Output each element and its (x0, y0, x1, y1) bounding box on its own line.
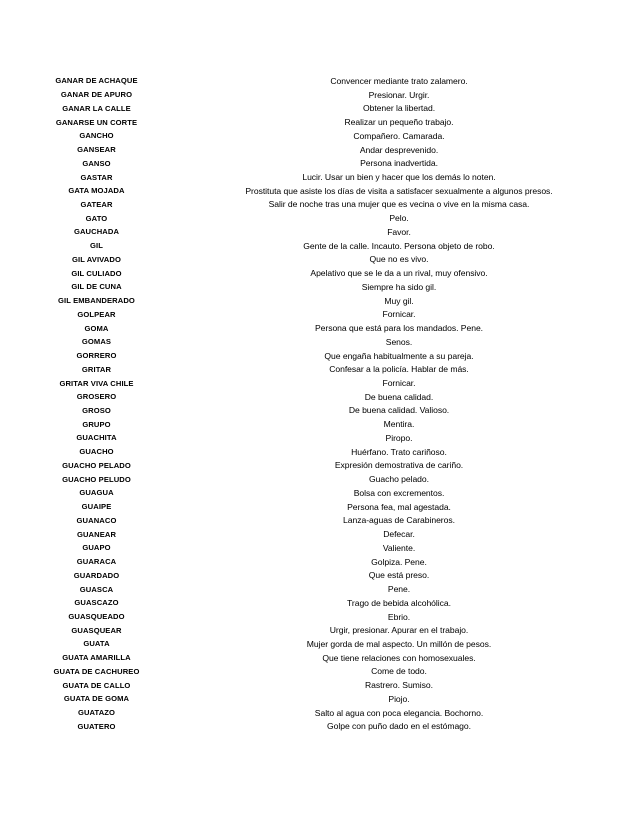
glossary-row (0, 706, 638, 720)
glossary-row (0, 88, 638, 102)
glossary-definition: Expresión demostrativa de cariño. (334, 460, 464, 471)
glossary-term: GIL EMBANDERADO (58, 296, 135, 306)
glossary-definition: Ebrio. (387, 611, 411, 622)
glossary-term: GOMAS (81, 337, 112, 347)
glossary-term: GRITAR (81, 364, 112, 374)
glossary-row (0, 541, 638, 555)
glossary-term: GANCHO (79, 131, 114, 141)
glossary-term: GUATA DE CALLO (62, 680, 131, 690)
glossary-row (0, 472, 638, 486)
glossary-row (0, 170, 638, 184)
glossary-definition: Come de todo. (371, 666, 427, 677)
glossary-definition: Guacho pelado. (369, 474, 429, 485)
glossary-definition: Defecar. (383, 529, 415, 540)
glossary-term: GRITAR VIVA CHILE (59, 378, 134, 388)
glossary-row (0, 678, 638, 692)
glossary-definition: Confesar a la policía. Hablar de más. (329, 364, 469, 375)
glossary-row (0, 280, 638, 294)
glossary-term: GUAIPE (81, 502, 112, 512)
glossary-definition: Fornicar. (382, 378, 416, 389)
glossary-row (0, 225, 638, 239)
glossary-definition: Favor. (387, 226, 411, 237)
glossary-term: GANAR DE APURO (60, 90, 133, 100)
glossary-row (0, 651, 638, 665)
glossary-definition: Pelo. (389, 213, 409, 224)
glossary-term: GOLPEAR (77, 309, 116, 319)
glossary-definition: Persona que está para los mandados. Pene. (314, 323, 484, 334)
glossary-row (0, 555, 638, 569)
glossary-term: GUACHO PELUDO (62, 474, 131, 484)
glossary-definition: Golpe con puño dado en el estómago. (327, 721, 471, 732)
glossary-row (0, 417, 638, 431)
glossary-row (0, 349, 638, 363)
glossary-definition: Salto al agua con poca elegancia. Bochorno. (314, 707, 484, 718)
glossary-term: GUACHO (79, 447, 114, 457)
glossary-definition: Que tiene relaciones con homosexuales. (322, 652, 476, 663)
glossary-definition: Siempre ha sido gil. (361, 281, 437, 292)
glossary-definition: Lucir. Usar un bien y hacer que los demás lo noten. (302, 172, 496, 182)
glossary-row (0, 459, 638, 473)
glossary-row (0, 335, 638, 349)
glossary-definition: Realizar un pequeño trabajo. (344, 117, 454, 128)
glossary-definition: Andar desprevenido. (359, 144, 439, 155)
glossary-row (0, 692, 638, 706)
glossary-term: GIL (90, 241, 103, 251)
glossary-term: GUATA DE CACHUREO (53, 666, 140, 676)
glossary-definition: Salir de noche tras una mujer que es vecina o vive en la misma casa. (268, 199, 530, 210)
glossary-table (0, 74, 638, 733)
glossary-definition: Persona inadvertida. (360, 158, 438, 169)
glossary-definition: Persona fea, mal agestada. (347, 501, 451, 512)
glossary-row (0, 184, 638, 198)
glossary-term: GRUPO (82, 419, 111, 429)
glossary-definition: Convencer mediante trato zalamero. (330, 75, 468, 86)
glossary-row (0, 623, 638, 637)
glossary-row (0, 665, 638, 679)
glossary-term: GANARSE UN CORTE (55, 117, 138, 127)
glossary-row (0, 582, 638, 596)
glossary-term: GUARDADO (73, 570, 120, 580)
glossary-term: GAUCHADA (73, 227, 120, 237)
glossary-definition: Mujer gorda de mal aspecto. Un millón de pesos. (306, 638, 492, 649)
glossary-term: GROSO (82, 405, 111, 415)
glossary-row (0, 445, 638, 459)
glossary-definition: Que engaña habitualmente a su pareja. (324, 350, 474, 361)
glossary-definition: Compañero. Camarada. (353, 130, 445, 141)
glossary-definition: Rastrero. Sumiso. (365, 680, 433, 691)
glossary-term: GIL AVIVADO (72, 254, 121, 264)
glossary-term: GIL DE CUNA (71, 282, 122, 292)
glossary-term: GUASCA (79, 584, 114, 594)
glossary-row (0, 239, 638, 253)
glossary-term: GANSO (82, 158, 111, 168)
glossary-row (0, 362, 638, 376)
glossary-row (0, 307, 638, 321)
glossary-term: GUATERO (77, 721, 116, 731)
glossary-row (0, 294, 638, 308)
glossary-term: GUACHITA (76, 433, 117, 443)
glossary-definition: Golpiza. Pene. (371, 556, 427, 567)
glossary-term: GUARACA (76, 557, 117, 567)
glossary-term: GASTAR (80, 172, 113, 182)
glossary-row (0, 376, 638, 390)
glossary-row (0, 568, 638, 582)
glossary-term: GUACHO PELADO (62, 460, 131, 470)
glossary-term: GANAR DE ACHAQUE (55, 76, 138, 86)
glossary-row (0, 211, 638, 225)
glossary-term: GATA MOJADA (68, 186, 125, 196)
glossary-definition: Trago de bebida alcohólica. (347, 597, 451, 608)
glossary-definition: Bolsa con excrementos. (353, 487, 445, 498)
glossary-definition: Mentira. (383, 419, 415, 430)
glossary-definition: Urgir, presionar. Apurar en el trabajo. (329, 625, 469, 636)
glossary-term: GUANACO (76, 515, 117, 525)
glossary-row (0, 527, 638, 541)
glossary-term: GUATA AMARILLA (62, 653, 131, 663)
glossary-term: GOMA (84, 323, 109, 333)
glossary-row (0, 253, 638, 267)
glossary-row (0, 500, 638, 514)
glossary-definition: De buena calidad. Valioso. (348, 405, 450, 416)
glossary-term: GIL CULIADO (71, 268, 122, 278)
glossary-row (0, 390, 638, 404)
glossary-definition: Que está preso. (368, 570, 430, 581)
glossary-row (0, 610, 638, 624)
glossary-term: GORRERO (76, 351, 117, 361)
glossary-row (0, 404, 638, 418)
glossary-definition: De buena calidad. (364, 391, 434, 402)
glossary-term: GUASQUEAR (71, 625, 122, 635)
glossary-term: GUAPO (82, 543, 111, 553)
glossary-definition: Piropo. (385, 432, 413, 443)
glossary-term: GUATA DE GOMA (63, 694, 130, 704)
glossary-row (0, 321, 638, 335)
glossary-row (0, 129, 638, 143)
glossary-definition: Piojo. (388, 693, 410, 704)
glossary-definition: Muy gil. (384, 295, 414, 306)
glossary-term: GUANEAR (76, 529, 117, 539)
glossary-row (0, 720, 638, 734)
glossary-definition: Gente de la calle. Incauto. Persona objeto de robo. (303, 240, 495, 251)
glossary-definition: Que no es vivo. (369, 254, 429, 265)
glossary-row (0, 266, 638, 280)
glossary-row (0, 198, 638, 212)
glossary-row (0, 486, 638, 500)
glossary-term: GROSERO (76, 392, 117, 402)
glossary-term: GUATAZO (77, 708, 116, 718)
glossary-row (0, 514, 638, 528)
glossary-row (0, 115, 638, 129)
glossary-term: GUAGUA (79, 488, 114, 498)
glossary-row (0, 143, 638, 157)
glossary-row (0, 596, 638, 610)
glossary-row (0, 101, 638, 115)
glossary-definition: Fornicar. (382, 309, 416, 320)
glossary-definition: Lanza-aguas de Carabineros. (343, 515, 455, 526)
glossary-definition: Prostituta que asiste los días de visita a satisfacer sexualmente a algunos presos. (245, 185, 553, 196)
glossary-row (0, 156, 638, 170)
glossary-definition: Obtener la libertad. (362, 103, 436, 114)
glossary-term: GATEAR (80, 199, 113, 209)
glossary-definition: Pene. (387, 584, 411, 595)
glossary-definition: Apelativo que se le da a un rival, muy ofensivo. (310, 268, 488, 279)
glossary-term: GATO (85, 213, 108, 223)
glossary-term: GUATA (83, 639, 110, 649)
glossary-term: GANAR LA CALLE (62, 103, 131, 113)
glossary-row (0, 637, 638, 651)
glossary-definition: Presionar. Urgir. (368, 89, 430, 100)
glossary-definition: Huérfano. Trato cariñoso. (351, 446, 447, 457)
glossary-definition: Valiente. (382, 542, 416, 553)
glossary-term: GANSEAR (77, 145, 116, 155)
glossary-row (0, 431, 638, 445)
glossary-term: GUASQUEADO (68, 612, 125, 621)
glossary-row (0, 74, 638, 88)
glossary-definition: Senos. (385, 336, 413, 347)
glossary-term: GUASCAZO (74, 598, 119, 608)
